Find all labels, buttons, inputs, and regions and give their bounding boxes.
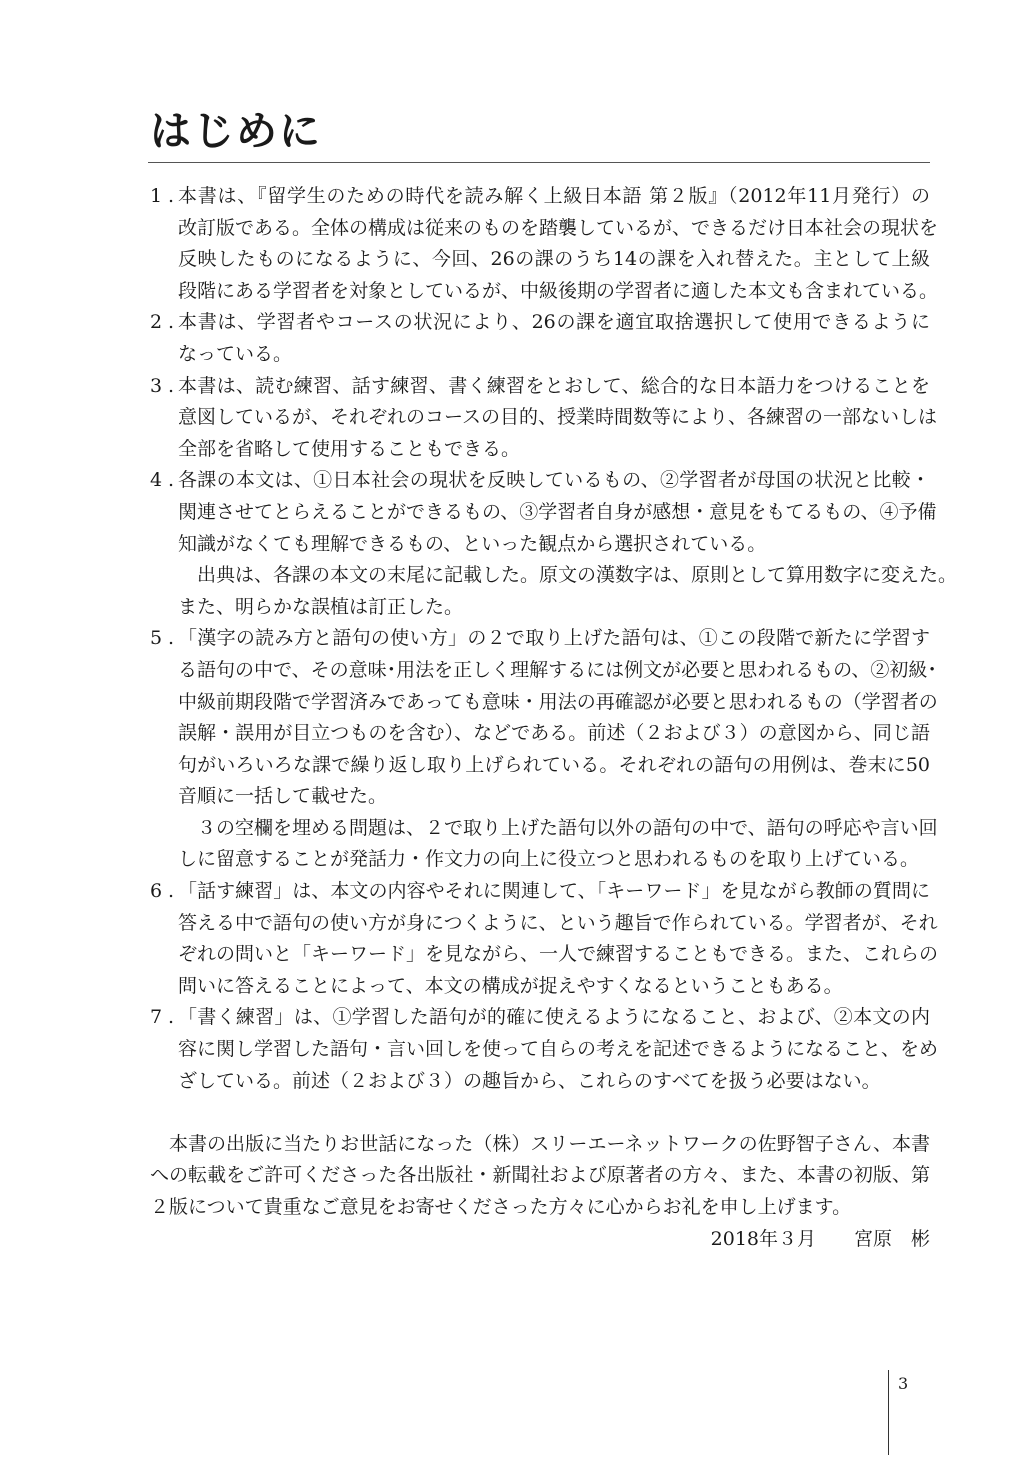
list-item-number: 1: [150, 185, 163, 207]
text-line: また、明らかな誤植は訂正した。: [178, 595, 464, 618]
list-item-text: [178, 1002, 939, 1097]
list-item-number: 7: [150, 1006, 163, 1029]
text-line: 「書く練習」は、①学習した語句が的確に使えるようになること、および、②本文の内: [178, 1006, 930, 1029]
list-item: [150, 307, 930, 370]
list-item-number: 4: [150, 469, 163, 492]
text-line: 段階にある学習者を対象としているが、中級後期の学習者に適した本文も含まれている。: [178, 279, 939, 302]
list-item-number: 6: [150, 880, 163, 903]
list-item-note: [178, 560, 958, 623]
text-line: 「話す練習」は、本文の内容やそれに関連して、「キーワード」を見ながら教師の質問に: [178, 880, 930, 903]
text-line: ぞれの問いと「キーワード」を見ながら、一人で練習することもできる。また、これらの: [178, 943, 939, 966]
text-line: しに留意することが発話力・作文力の向上に役立つと思われるものを取り上げている。: [178, 848, 920, 871]
text-line: 問いに答えることによって、本文の構成が捉えやすくなるということもある。: [178, 974, 843, 997]
text-line: なっている。: [178, 342, 293, 365]
list-item: [150, 623, 938, 876]
list-item: [150, 371, 938, 466]
page-number: 3: [898, 1374, 909, 1393]
list-item-text: [178, 371, 938, 466]
text-line: 答える中で語句の使い方が身につくように、という趣旨で作られている。学習者が、それ: [178, 911, 938, 934]
list-item-text: [178, 465, 958, 623]
text-line: 誤解・誤用が目立つものを含む）、などである。前述（２および３）の意図から、同じ語: [178, 722, 930, 745]
text-line: 本書は、『留学生のための時代を読み解く上級日本語 第２版』（2012年11月発行）の: [178, 185, 930, 207]
list-item-separator: .: [168, 469, 175, 492]
text-line: 本書は、学習者やコースの状況により、26の課を適宜取捨選択して使用できるように: [178, 311, 930, 334]
list-item-text: [178, 623, 938, 876]
page-number-rule: [888, 1370, 889, 1455]
text-line: 関連させてとらえることができるもの、③学習者自身が感想・意見をもてるもの、④予備: [178, 500, 937, 523]
text-line: への転載をご許可くださった各出版社・新聞社および原著者の方々、また、本書の初版、第: [150, 1164, 930, 1187]
list-item-number: 5: [150, 627, 163, 650]
text-line: ざしている。前述（２および３）の趣旨から、これらのすべてを扱う必要はない。: [178, 1069, 881, 1092]
text-line: 出典は、各課の本文の末尾に記載した。原文の漢数字は、原則として算用数字に変えた。: [197, 564, 958, 587]
list-item-separator: .: [168, 880, 175, 903]
list-item: [150, 876, 939, 1002]
text-line: 中級前期段階で学習済みであっても意味・用法の再確認が必要と思われるもの（学習者の: [178, 690, 938, 713]
numbered-list: [150, 181, 958, 1097]
signature: 2018年３月 宮原 彬: [710, 1227, 930, 1250]
page-title: はじめに: [150, 107, 322, 155]
list-item-text: [178, 876, 939, 1002]
preface-body: [150, 181, 958, 1255]
list-item-separator: .: [168, 185, 175, 207]
text-line: 本書の出版に当たりお世話になった（株）スリーエーネットワークの佐野智子さん、本書: [169, 1132, 930, 1155]
list-item-number: 3: [150, 374, 163, 397]
text-line: 反映したものになるように、今回、26の課のうち14の課を入れ替えた。主として上級: [178, 248, 930, 271]
text-line: 全部を省略して使用することもできる。: [178, 437, 521, 460]
list-item-note: [178, 813, 938, 876]
list-item-separator: .: [168, 311, 175, 334]
text-line: 知識がなくても理解できるもの、といった観点から選択されている。: [178, 532, 767, 555]
text-line: ３の空欄を埋める問題は、２で取り上げた語句以外の語句の中で、語句の呼応や言い回: [197, 816, 938, 839]
list-item-separator: .: [168, 374, 175, 397]
text-line: 音順に一括して載せた。: [178, 785, 388, 808]
list-item-text: [178, 181, 939, 307]
text-line: ２版について貴重なご意見をお寄せくださった方々に心からお礼を申し上げます。: [150, 1196, 852, 1218]
list-item-number: 2: [150, 311, 163, 334]
list-item-separator: .: [168, 627, 175, 650]
acknowledgement: [150, 1129, 930, 1224]
text-line: 本書は、読む練習、話す練習、書く練習をとおして、総合的な日本語力をつけることを: [178, 374, 930, 397]
title-divider: [148, 162, 930, 163]
list-item-separator: .: [168, 1006, 175, 1029]
text-line: 句がいろいろな課で繰り返し取り上げられている。それぞれの語句の用例は、巻末に50: [178, 753, 930, 776]
list-item: [150, 181, 939, 307]
list-item: [150, 465, 958, 623]
text-line: 意図しているが、それぞれのコースの目的、授業時間数等により、各練習の一部ないしは: [178, 406, 938, 429]
text-line: る語句の中で、その意味･用法を正しく理解するには例文が必要と思われるもの、②初級･: [178, 658, 937, 681]
list-item: [150, 1002, 939, 1097]
text-line: 容に関し学習した語句・言い回しを使って自らの考えを記述できるようになること、をめ: [178, 1038, 939, 1061]
text-line: 各課の本文は、①日本社会の現状を反映しているもの、②学習者が母国の状況と比較・: [178, 469, 930, 492]
list-item-text: [178, 307, 930, 370]
text-line: 「漢字の読み方と語句の使い方」の２で取り上げた語句は、①この段階で新たに学習す: [178, 627, 930, 650]
text-line: 改訂版である。全体の構成は従来のものを踏襲しているが、できるだけ日本社会の現状を: [178, 216, 939, 239]
